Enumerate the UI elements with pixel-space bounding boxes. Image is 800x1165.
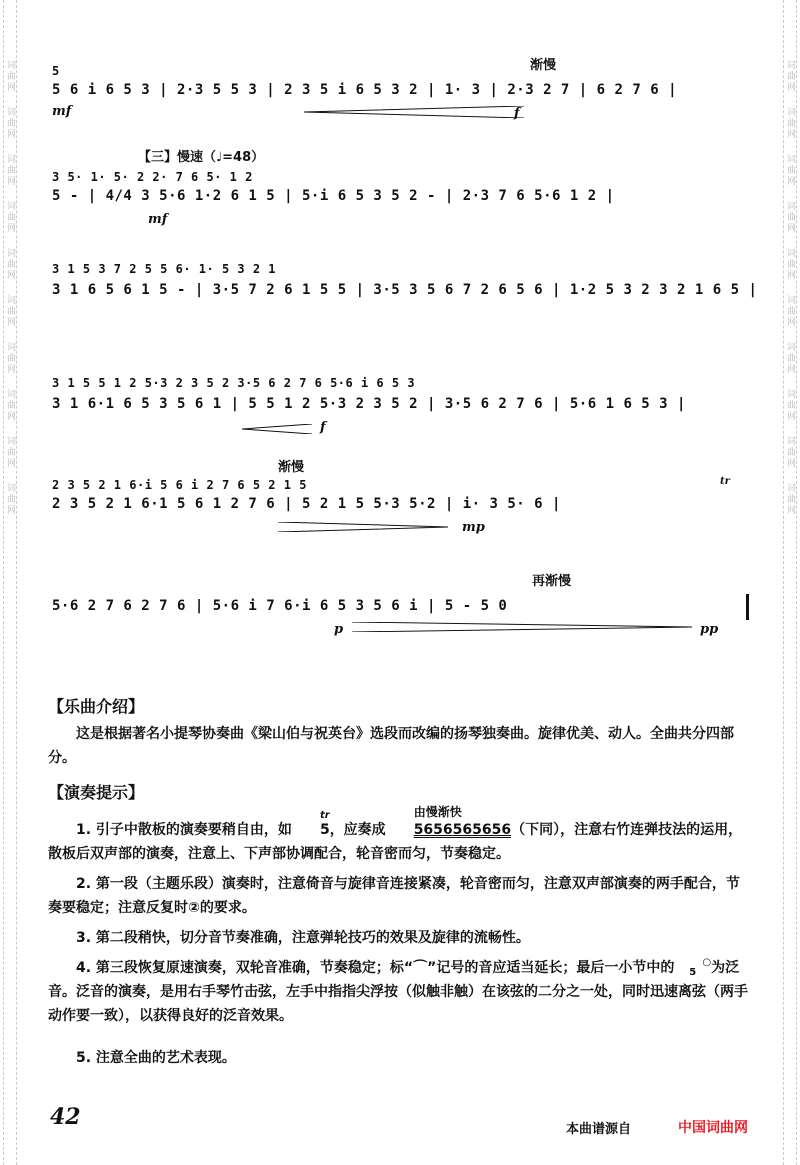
watermark-text: 词曲网 bbox=[5, 248, 15, 281]
notation-line: 2 3 5 2 1 6·1 5 6 1 2 7 6 | 5 2 1 5 5·3 5·2 | i· 3 5· 6 | bbox=[52, 496, 561, 512]
watermark-text: 词曲网 bbox=[5, 483, 15, 516]
notation-line: 5 - | 4/4 3 5·6 1·2 6 1 5 | 5·i 6 5 3 5 2 - | 2·3 7 6 5·6 1 2 | bbox=[52, 188, 615, 204]
harmonic-note bbox=[674, 958, 711, 978]
section-heading: 【三】慢速（♩=48） bbox=[138, 150, 265, 165]
tip-item-3: 3. 第二段稍快，切分音节奏准确，注意弹轮技巧的效果及旋律的流畅性。 bbox=[76, 930, 530, 946]
tip-text: 4. 第三段恢复原速演奏，双轮音准确，节奏稳定；标“ bbox=[76, 960, 414, 976]
run-notation bbox=[386, 805, 512, 842]
watermark-text: 词曲网 bbox=[785, 436, 795, 469]
note-digit: 5 bbox=[689, 967, 697, 978]
decrescendo-hairpin bbox=[278, 522, 448, 532]
left-watermark-strip bbox=[3, 0, 17, 1165]
watermark-text: 词曲网 bbox=[5, 295, 15, 328]
harmonic-circle: ○ bbox=[702, 957, 712, 968]
watermark-text: 词曲网 bbox=[5, 389, 15, 422]
watermark-text: 词曲网 bbox=[5, 60, 15, 93]
watermark-text: 词曲网 bbox=[785, 248, 795, 281]
watermark-text: 词曲网 bbox=[785, 295, 795, 328]
final-barline bbox=[746, 594, 749, 620]
watermark-text: 词曲网 bbox=[5, 342, 15, 375]
dynamic-mf: mf bbox=[148, 212, 168, 227]
tip-item-1 bbox=[48, 805, 752, 866]
upper-voice: 2 3 5 2 1 6·i 5 6 i 2 7 6 5 2 1 5 bbox=[52, 478, 307, 492]
watermark-text: 词曲网 bbox=[5, 436, 15, 469]
tip-text: ”记号的音应适当延长；最后一小节中的 bbox=[427, 960, 675, 976]
crescendo-hairpin bbox=[242, 424, 312, 434]
trill-note bbox=[292, 810, 330, 842]
dynamic-f: f bbox=[320, 420, 326, 435]
tip-text: ，应奏成 bbox=[329, 822, 386, 838]
upper-voice: 3 5· 1· 5· 2 2· 7 6 5· 1 2 bbox=[52, 170, 253, 184]
tempo-marking: 渐慢 bbox=[278, 460, 305, 475]
tips-heading: 【演奏提示】 bbox=[48, 783, 145, 802]
dynamic-pp: pp bbox=[700, 622, 719, 637]
tip-text: （下同），注意右竹连弹技法的运用，散板后双声部的演奏，注意上、下声部协调配合，轮音密而匀，节奏稳定。 bbox=[48, 822, 743, 862]
note-digit: 5 bbox=[319, 822, 330, 838]
source-label: 本曲谱源自 bbox=[566, 1122, 632, 1137]
dynamic-p: p bbox=[334, 622, 344, 637]
run-tempo-label: 由慢渐快 bbox=[413, 805, 462, 819]
watermark-text: 词曲网 bbox=[785, 483, 795, 516]
notation-line: 3 1 6·1 6 5 3 5 6 1 | 5 5 1 2 5·3 2 3 5 2 | 3·5 6 2 7 6 | 5·6 1 6 5 3 | bbox=[52, 396, 686, 412]
dynamic-f: f bbox=[514, 106, 520, 121]
trill-mark: tr bbox=[720, 476, 730, 487]
notation-line: 5·6 2 7 6 2 7 6 | 5·6 i 7 6·i 6 5 3 5 6 i | 5 - 5 0 bbox=[52, 598, 508, 614]
watermark-text: 词曲网 bbox=[5, 107, 15, 140]
watermark-text: 词曲网 bbox=[5, 154, 15, 187]
run-digits: 5656565656 bbox=[413, 822, 512, 838]
watermark-text: 词曲网 bbox=[785, 107, 795, 140]
watermark-text: 词曲网 bbox=[785, 154, 795, 187]
dynamic-mp: mp bbox=[462, 520, 485, 535]
watermark-text: 词曲网 bbox=[785, 60, 795, 93]
tempo-marking: 渐慢 bbox=[530, 58, 557, 73]
notation-line: 5 6 i 6 5 3 | 2·3 5 5 3 | 2 3 5 i 6 5 3 2 | 1· 3 | 2·3 2 7 | 6 2 7 6 | bbox=[52, 82, 678, 98]
trill-mark: tr bbox=[319, 810, 330, 821]
dynamic-mf: mf bbox=[52, 104, 72, 119]
decrescendo-hairpin bbox=[352, 622, 692, 632]
notation-line: 3 1 6 5 6 1 5 - | 3·5 7 2 6 1 5 5 | 3·5 3 5 6 7 2 6 5 6 | 1·2 5 3 2 3 2 1 6 5 | bbox=[52, 282, 758, 298]
site-name[interactable]: 中国词曲网 bbox=[678, 1120, 748, 1136]
upper-voice: 3 1 5 5 1 2 5·3 2 3 5 2 3·5 6 2 7 6 5·6 i 6 5 3 bbox=[52, 376, 416, 390]
watermark-text: 词曲网 bbox=[785, 201, 795, 234]
crescendo-hairpin bbox=[304, 106, 524, 118]
right-watermark-strip bbox=[783, 0, 797, 1165]
tip-text: 1. 引子中散板的演奏要稍自由，如 bbox=[76, 822, 292, 838]
tip-item-4 bbox=[48, 956, 752, 1028]
tip-text: 为泛音。泛音的演奏，是用右手琴竹击弦，左手中指指尖浮按（似触非触）在该弦的二分之一处，同时迅速离弦（两手动作要一致），以获得良好的泛音效果。 bbox=[48, 960, 748, 1024]
fermata-symbol: ⌒ bbox=[413, 960, 428, 976]
intro-heading: 【乐曲介绍】 bbox=[48, 697, 145, 716]
page-number: 42 bbox=[50, 1104, 81, 1130]
watermark-text: 词曲网 bbox=[5, 201, 15, 234]
grace-note: 5 bbox=[52, 64, 60, 78]
intro-paragraph: 这是根据著名小提琴协奏曲《梁山伯与祝英台》选段而改编的扬琴独奏曲。旋律优美、动人。全曲共分四部分。 bbox=[48, 726, 734, 766]
upper-voice: 3 1 5 3 7 2 5 5 6· 1· 5 3 2 1 bbox=[52, 262, 277, 276]
tip-item-5: 5. 注意全曲的艺术表现。 bbox=[76, 1050, 236, 1066]
watermark-text: 词曲网 bbox=[785, 342, 795, 375]
watermark-text: 词曲网 bbox=[785, 389, 795, 422]
tempo-marking: 再渐慢 bbox=[532, 574, 572, 589]
tip-item-2: 2. 第一段（主题乐段）演奏时，注意倚音与旋律音连接紧凑，轮音密而匀，注意双声部演奏的两手配合，节奏要稳定；注意反复时②的要求。 bbox=[48, 876, 740, 916]
